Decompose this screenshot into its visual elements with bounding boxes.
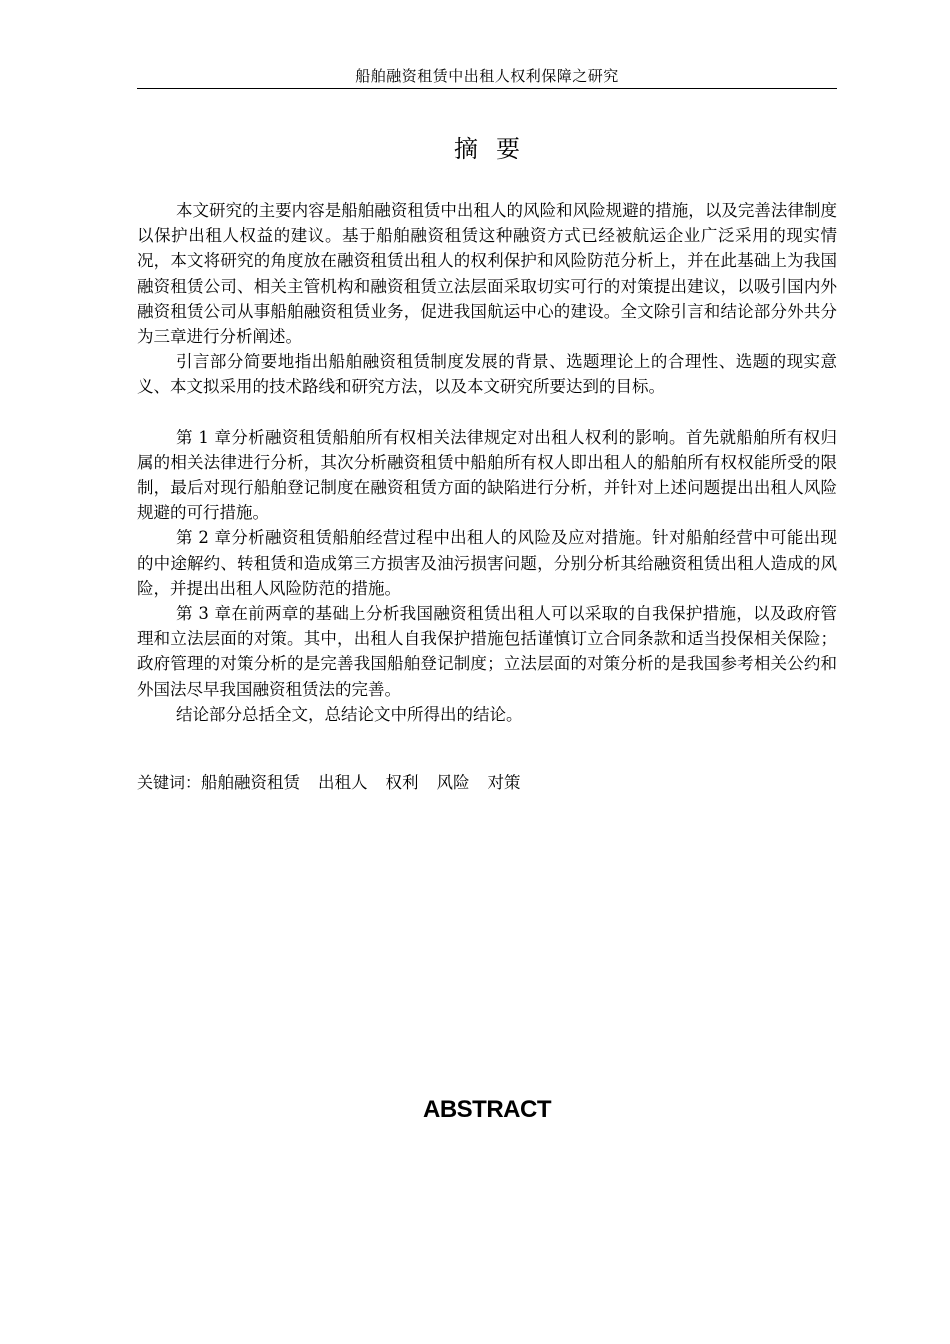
abstract-title-en: ABSTRACT <box>423 1096 551 1123</box>
abstract-body-cn <box>137 198 837 727</box>
abstract-paragraph: 第 3 章在前两章的基础上分析我国融资租赁出租人可以采取的自我保护措施，以及政府管理和立法层面的对策。其中，出租人自我保护措施包括谨慎订立合同条款和适当投保相关保险；政府管理的对策分析的是完善我国船舶登记制度；立法层面的对策分析的是我国参考相关公约和外国法尽早我国融资租赁法的完善。 <box>137 604 837 699</box>
keyword: 权利 <box>385 773 419 792</box>
keyword: 出租人 <box>318 773 368 792</box>
abstract-paragraph: 本文研究的主要内容是船舶融资租赁中出租人的风险和风险规避的措施，以及完善法律制度以保护出租人权益的建议。基于船舶融资租赁这种融资方式已经被航运企业广泛采用的现实情况，本文将研究的角度放在融资租赁出租人的权利保护和风险防范分析上，并在此基础上为我国融资租赁公司、相关主管机构和融资租赁立法层面采取切实可行的对策提出建议，以吸引国内外融资租赁公司从事船舶融资租赁业务，促进我国航运中心的建设。全文除引言和结论部分外共分为三章进行分析阐述。 <box>137 201 837 347</box>
keyword: 对策 <box>487 773 521 792</box>
keywords-label: 关键词： <box>137 773 202 792</box>
abstract-paragraph: 第 1 章分析融资租赁船舶所有权相关法律规定对出租人权利的影响。首先就船舶所有权归属的相关法律进行分析，其次分析融资租赁中船舶所有权人即出租人的船舶所有权权能所受的限制，最后对现行船舶登记制度在融资租赁方面的缺陷进行分析，并针对上述问题提出出租人风险规避的可行措施。 <box>137 427 837 523</box>
abstract-paragraph: 结论部分总括全文，总结论文中所得出的结论。 <box>176 704 523 724</box>
header-divider <box>137 88 837 89</box>
abstract-paragraph: 引言部分简要地指出船舶融资租赁制度发展的背景、选题理论上的合理性、选题的现实意义、本文拟采用的技术路线和研究方法，以及本文研究所要达到的目标。 <box>137 352 837 397</box>
keywords-line <box>137 770 837 795</box>
running-header-title: 船舶融资租赁中出租人权利保障之研究 <box>355 67 619 85</box>
abstract-paragraph: 第 2 章分析融资租赁船舶经营过程中出租人的风险及应对措施。针对船舶经营中可能出现的中途解约、转租赁和造成第三方损害及油污损害问题，分别分析其给融资租赁出租人造成的风险，并提出出租人风险防范的措施。 <box>137 528 837 598</box>
abstract-title-cn: 摘要 <box>454 135 538 163</box>
keyword: 船舶融资租赁 <box>201 773 301 792</box>
keyword: 风险 <box>436 773 470 792</box>
